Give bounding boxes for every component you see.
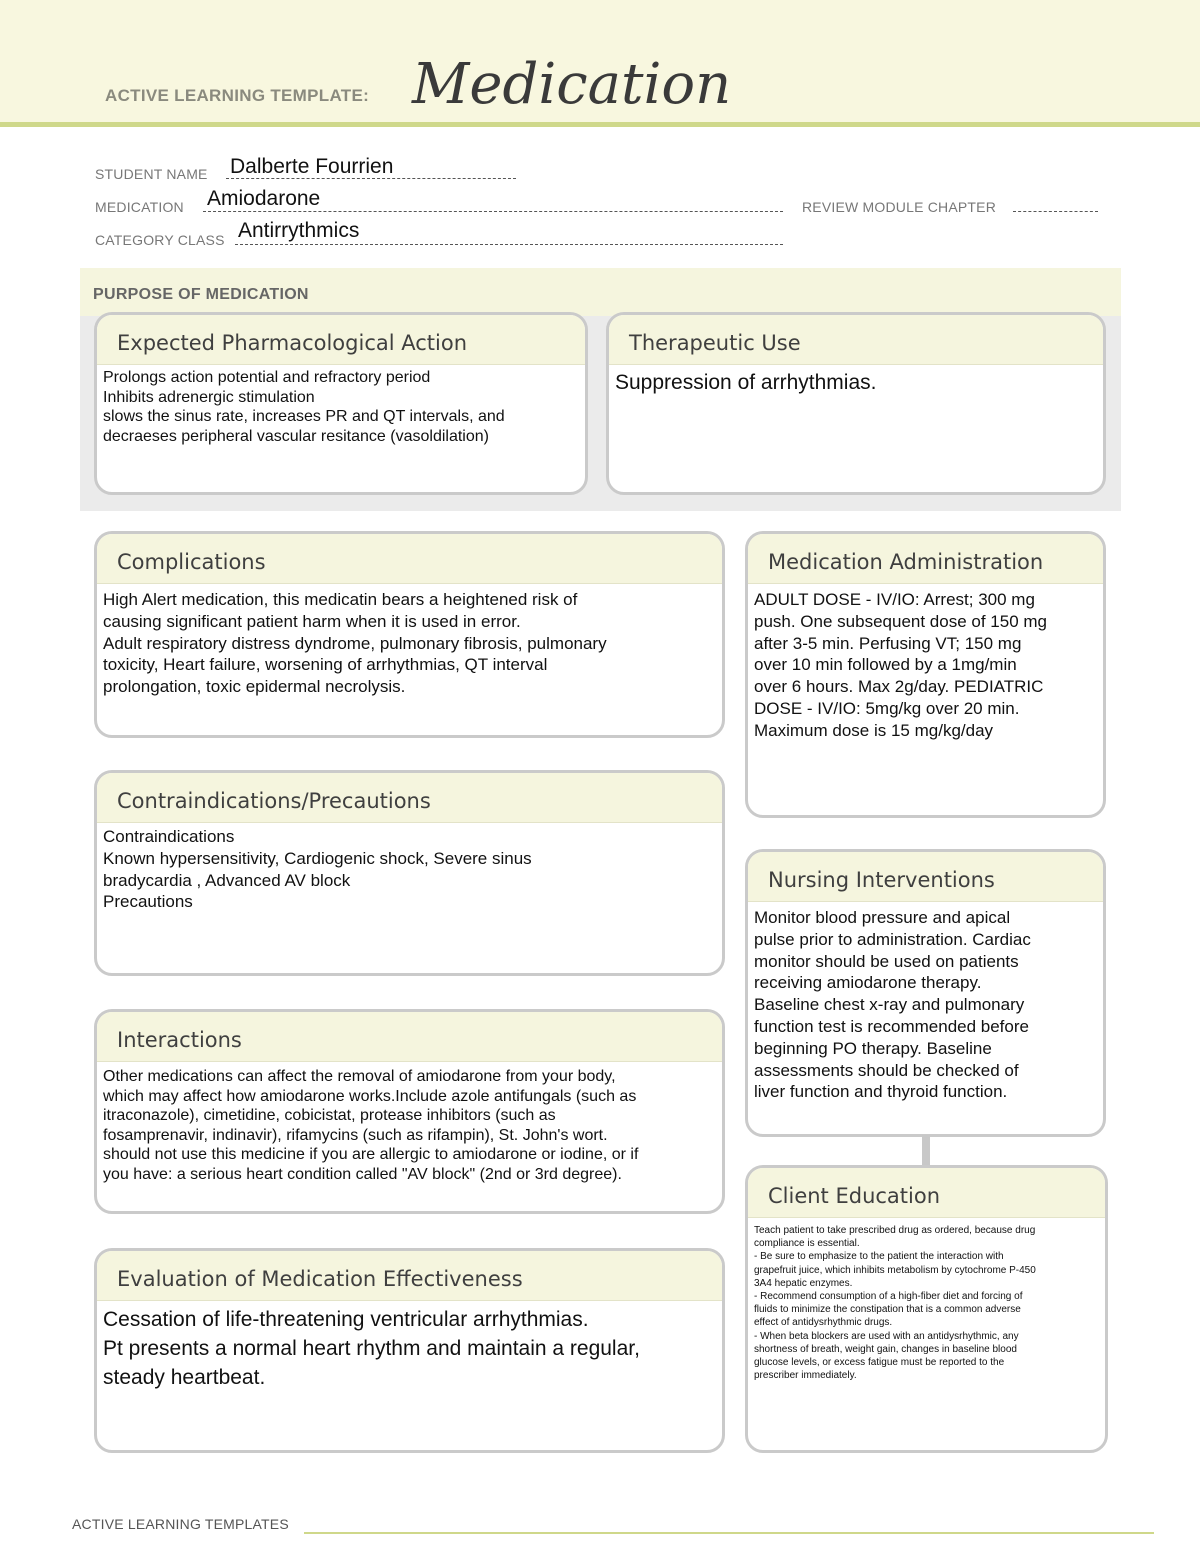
complications-box bbox=[94, 531, 725, 738]
expected-action-header bbox=[97, 315, 585, 365]
medication-line bbox=[203, 211, 783, 212]
nursing-text[interactable]: Monitor blood pressure and apical pulse prior to administration. Cardiac monitor should be used on patients receiving amiodarone therapy. Baseline chest x-ray and pulmonary function test is recommended before beginning PO therapy. Baseline assessments should be checked of liver function and thyroid function. bbox=[754, 908, 1031, 1102]
interactions-header bbox=[97, 1012, 722, 1062]
client-education-title: Client Education bbox=[768, 1184, 941, 1208]
client-education-header bbox=[748, 1168, 1105, 1218]
evaluation-text[interactable]: Cessation of life-threatening ventricular arrhythmias. Pt presents a normal heart rhythm and maintain a regular, steady heartbeat. bbox=[103, 1308, 640, 1389]
expected-action-text[interactable]: Prolongs action potential and refractory period Inhibits adrenergic stimulation slows the sinus rate, increases PR and QT intervals, and decraeses peripheral vascular resitance (vasoldilation) bbox=[103, 369, 505, 445]
complications-header bbox=[97, 534, 722, 584]
therapeutic-use-header bbox=[609, 315, 1103, 365]
footer-label: ACTIVE LEARNING TEMPLATES bbox=[72, 1516, 289, 1532]
review-module-line bbox=[1013, 211, 1098, 212]
therapeutic-use-text[interactable]: Suppression of arrhythmias. bbox=[615, 371, 877, 394]
interactions-title: Interactions bbox=[117, 1028, 242, 1052]
expected-action-title: Expected Pharmacological Action bbox=[117, 331, 468, 355]
contraindications-text[interactable]: Contraindications Known hypersensitivity, Cardiogenic shock, Severe sinus bradycardia , Advanced AV block Precautions bbox=[103, 827, 532, 912]
complications-text[interactable]: High Alert medication, this medicatin bears a heightened risk of causing significant patient harm when it is used in error. Adult respiratory distress dyndrome, pulmonary fibrosis, pulmonary toxicity, Heart failure, worsening of arrhythmias, QT interval prolongation, toxic epidermal necrolysis. bbox=[103, 590, 607, 697]
client-education-box bbox=[745, 1165, 1108, 1453]
medication-field[interactable]: Amiodarone bbox=[207, 187, 321, 210]
evaluation-box bbox=[94, 1248, 725, 1453]
nursing-header bbox=[748, 852, 1103, 902]
template-label: ACTIVE LEARNING TEMPLATE: bbox=[105, 86, 370, 105]
evaluation-header bbox=[97, 1251, 722, 1301]
complications-title: Complications bbox=[117, 550, 266, 574]
administration-title: Medication Administration bbox=[768, 550, 1044, 574]
interactions-box bbox=[94, 1009, 725, 1214]
medication-label: MEDICATION bbox=[95, 199, 184, 215]
administration-text[interactable]: ADULT DOSE - IV/IO: Arrest; 300 mg push. One subsequent dose of 150 mg after 3-5 min. Perfusing VT; 150 mg over 10 min followed by a 1mg/min over 6 hours. Max 2g/day. PEDIATRIC DOSE - IV/IO: 5mg/kg over 20 min. Maximum dose is 15 mg/kg/day bbox=[754, 590, 1047, 740]
footer-rule bbox=[304, 1532, 1154, 1534]
interactions-text[interactable]: Other medications can affect the removal of amiodarone from your body, which may affect how amiodarone works.Include azole antifungals (such as itraconazole), cimetidine, cobicistat, protease inhibitors (such as fosamprenavir, indinavir), rifamycins (such as rifampin), St. John's wort. should not use this medicine if you are allergic to amiodarone or iodine, or if you have: a serious heart condition called "AV block" (2nd or 3rd degree). bbox=[103, 1068, 639, 1183]
category-label: CATEGORY CLASS bbox=[95, 232, 225, 248]
purpose-label: PURPOSE OF MEDICATION bbox=[93, 286, 309, 303]
category-field[interactable]: Antirrythmics bbox=[238, 219, 360, 242]
administration-box bbox=[745, 531, 1106, 818]
header-rule bbox=[0, 122, 1200, 127]
expected-action-box bbox=[94, 312, 588, 495]
contraindications-header bbox=[97, 773, 722, 823]
evaluation-title: Evaluation of Medication Effectiveness bbox=[117, 1267, 523, 1291]
category-line bbox=[235, 244, 783, 245]
nursing-title: Nursing Interventions bbox=[768, 868, 995, 892]
contraindications-title: Contraindications/Precautions bbox=[117, 789, 431, 813]
student-name-field[interactable]: Dalberte Fourrien bbox=[230, 155, 394, 178]
box-connector bbox=[922, 1135, 930, 1165]
therapeutic-use-title: Therapeutic Use bbox=[629, 331, 801, 355]
nursing-box bbox=[745, 849, 1106, 1137]
therapeutic-use-box bbox=[606, 312, 1106, 495]
administration-header bbox=[748, 534, 1103, 584]
client-education-text[interactable]: Teach patient to take prescribed drug as ordered, because drug compliance is essential. - Be sure to emphasize to the patient the interaction with grapefruit juice, which inhibits metabolism by cytochrome P-450 3A4 hepatic enzymes. - Recommend consumption of a high-fiber diet and forcing of fluids to minimize the constipation that is a common adverse effect of antidysrhythmic drugs. - When beta blockers are used with an antidysrhythmic, any shortness of breath, weight gain, changes in baseline blood glucose levels, or excess fatigue must be reported to the prescriber immediately. bbox=[754, 1225, 1036, 1382]
page-title: Medication bbox=[412, 52, 732, 117]
student-name-label: STUDENT NAME bbox=[95, 166, 208, 182]
contraindications-box bbox=[94, 770, 725, 976]
review-module-label: REVIEW MODULE CHAPTER bbox=[802, 199, 996, 215]
